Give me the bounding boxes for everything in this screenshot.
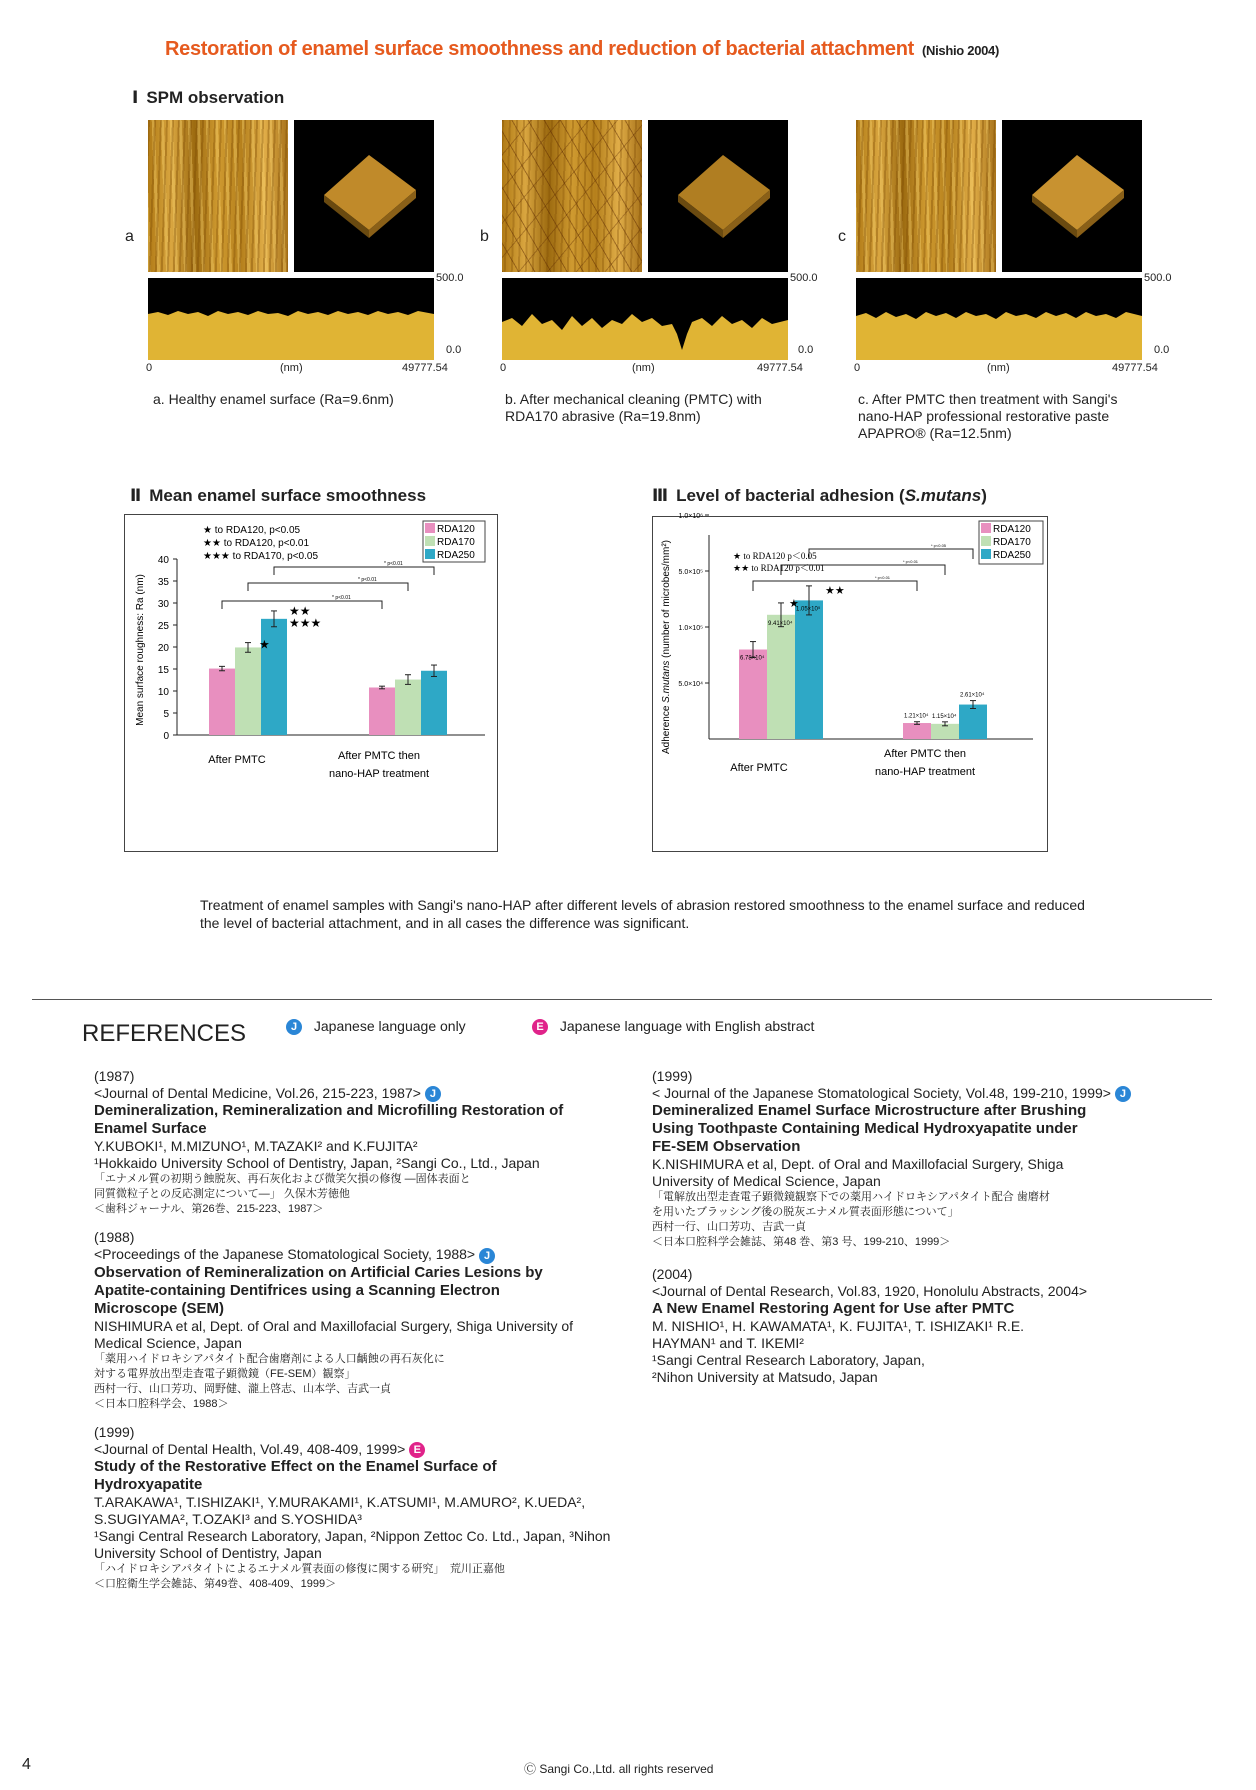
panel-b-caption: b. After mechanical cleaning (PMTC) with RDA170 abrasive (Ra=19.8nm) bbox=[505, 391, 762, 424]
bracket-label: * p<0.01 bbox=[875, 575, 891, 580]
legend-swatch bbox=[981, 523, 991, 533]
reference-entry bbox=[94, 1424, 614, 1592]
panel-a-xunit: (nm) bbox=[280, 362, 303, 374]
bar-rda120 bbox=[739, 650, 767, 739]
ref-year: (1999) bbox=[94, 1423, 135, 1440]
significance-star: ★★ bbox=[289, 603, 311, 618]
panel-c-ymin: 0.0 bbox=[1154, 344, 1170, 356]
ref-source-text: < Journal of the Japanese Stomatological Society, Vol.48, 199-210, 1999> bbox=[652, 1085, 1111, 1101]
bar-rda250 bbox=[795, 600, 823, 739]
section-title: Mean enamel surface smoothness bbox=[149, 486, 427, 505]
panel-b-ymax: 500.0 bbox=[790, 272, 818, 284]
significance-bracket bbox=[809, 549, 973, 559]
reference-entry bbox=[94, 1229, 614, 1411]
panel-b-xunit: (nm) bbox=[632, 362, 655, 374]
section-title: SPM observation bbox=[146, 88, 285, 107]
panel-a-ymin: 0.0 bbox=[446, 344, 462, 356]
stats-legend-entry: ★★★ to RDA170, p<0.05 bbox=[203, 551, 319, 562]
ref-source bbox=[652, 1085, 1172, 1102]
bar-rda120 bbox=[903, 723, 931, 739]
bar-data-label: 1.21×10⁴ bbox=[904, 713, 929, 720]
j-badge-icon: J bbox=[286, 1019, 302, 1035]
significance-star: ★ bbox=[259, 637, 270, 652]
ref-source bbox=[94, 1246, 614, 1263]
references-right-column bbox=[652, 1068, 1172, 1386]
section-numeral: Ⅲ bbox=[652, 486, 669, 505]
panel-a-3d-image bbox=[294, 120, 434, 272]
reference-entry bbox=[652, 1068, 1172, 1250]
panel-c-xmin: 0 bbox=[854, 362, 861, 374]
legend-label: RDA170 bbox=[993, 537, 1031, 548]
legend-label: RDA120 bbox=[993, 524, 1031, 535]
ref-japanese-line: ＜日本口腔科学会雑誌、第48 巻、第3 号、199-210、1999＞ bbox=[652, 1236, 951, 1249]
ref-japanese-line: 「電解放出型走査電子顕微鏡観察下での薬用ハイドロキシアパタイト配合 歯磨材 bbox=[652, 1191, 1050, 1204]
legend-swatch bbox=[425, 536, 435, 546]
title-text: Restoration of enamel surface smoothness and reduction of bacterial attachment bbox=[165, 38, 914, 60]
stats-legend-entry: ★★ to RDA120, p<0.01 bbox=[203, 538, 310, 549]
ref-title: Demineralization, Remineralization and Microfilling Restoration of Enamel Surface bbox=[94, 1102, 564, 1138]
ref-title: Demineralized Enamel Surface Microstructure after Brushing Using Toothpaste Containing Medical Hydroxyapatite under FE-SEM Observation bbox=[652, 1102, 1087, 1156]
bracket-label: * p<0.01 bbox=[384, 561, 403, 567]
bracket-label: * p<0.01 bbox=[332, 595, 351, 601]
y-tick-label: 15 bbox=[157, 665, 169, 676]
ref-title: Observation of Remineralization on Artificial Caries Lesions by Apatite-containing Dentifrices using a Scanning Electron Microscope (SEM) bbox=[94, 1263, 543, 1317]
ref-japanese-line: 「ハイドロキシアパタイトによるエナメル質表面の修復に関する研究」 荒川正嘉他 bbox=[94, 1562, 505, 1575]
panel-c-profile bbox=[856, 278, 1142, 360]
panel-c-letter: c bbox=[838, 228, 846, 245]
ref-affiliation: ¹Hokkaido University School of Dentistry, Japan, ²Sangi Co., Ltd., Japan bbox=[94, 1155, 540, 1172]
ref-japanese-line: 「エナメル質の初期う蝕脱灰、再石灰化および微笑欠損の修復 ―固体表面と bbox=[94, 1173, 471, 1186]
ref-year: (2004) bbox=[652, 1266, 693, 1283]
y-tick-label: 30 bbox=[157, 599, 169, 610]
y-axis-label-part: (number of microbes/mm²) bbox=[661, 540, 672, 661]
ref-source-text: <Journal of Dental Medicine, Vol.26, 215-223, 1987> bbox=[94, 1085, 421, 1101]
y-tick-label: 1.0×10⁵ bbox=[678, 625, 703, 632]
section-title-prefix: Level of bacterial adhesion ( bbox=[676, 486, 905, 505]
bar-data-label: 2.61×10⁴ bbox=[960, 692, 985, 699]
ref-japanese-line: ＜歯科ジャーナル、第26巻、215-223、1987＞ bbox=[94, 1203, 324, 1216]
y-tick-label: 5.0×10⁴ bbox=[678, 681, 703, 688]
page-number: 4 bbox=[22, 1756, 31, 1773]
legend-e-text: Japanese language with English abstract bbox=[559, 1018, 815, 1034]
y-tick-label: 20 bbox=[157, 643, 169, 654]
legend-label: RDA250 bbox=[993, 550, 1031, 561]
significance-star: ★★ bbox=[825, 584, 845, 597]
reference-entry bbox=[94, 1068, 614, 1217]
section-title-suffix: ) bbox=[981, 486, 987, 505]
j-badge-icon: J bbox=[479, 1248, 495, 1264]
ref-authors: Y.KUBOKI¹, M.MIZUNO¹, M.TAZAKI² and K.FUJITA² bbox=[94, 1138, 418, 1155]
j-badge-icon: J bbox=[1115, 1086, 1131, 1102]
bar-data-label: 1.05×10⁵ bbox=[796, 606, 821, 613]
e-badge-icon: E bbox=[532, 1019, 548, 1035]
y-tick-label: 0 bbox=[163, 731, 169, 742]
significance-bracket bbox=[274, 567, 434, 575]
bar-rda170 bbox=[395, 680, 421, 735]
panel-a-ymax: 500.0 bbox=[436, 272, 464, 284]
significance-star: ★ bbox=[789, 597, 799, 610]
panel-b-afm-image bbox=[502, 120, 642, 272]
ref-authors: NISHIMURA et al, Dept. of Oral and Maxillofacial Surgery, Shiga University of Medical Science, Japan bbox=[94, 1317, 574, 1351]
panel-b-profile bbox=[502, 278, 788, 360]
legend-label: RDA250 bbox=[437, 550, 475, 561]
panel-c-afm-image bbox=[856, 120, 996, 272]
panel-b-xmin: 0 bbox=[500, 362, 507, 374]
ref-source-text: <Proceedings of the Japanese Stomatological Society, 1988> bbox=[94, 1246, 476, 1263]
ref-source-text: <Journal of Dental Health, Vol.49, 408-409, 1999> bbox=[94, 1440, 406, 1457]
e-badge-icon: E bbox=[409, 1442, 425, 1458]
chart-bacteria-svg bbox=[653, 513, 1047, 851]
y-tick-label: 5.0×10⁵ bbox=[678, 569, 703, 576]
bar-rda170 bbox=[235, 647, 261, 735]
bar-rda170 bbox=[767, 615, 795, 739]
category-label: After PMTC bbox=[208, 754, 266, 766]
ref-source: <Journal of Dental Research, Vol.83, 1920, Honolulu Abstracts, 2004> bbox=[652, 1283, 1088, 1300]
bar-data-label: 1.15×10⁴ bbox=[932, 713, 957, 720]
j-badge-icon: J bbox=[425, 1086, 441, 1102]
ref-japanese-line: 対する電界放出型走査電子顕微鏡（FE-SEM）観察」 bbox=[94, 1367, 356, 1380]
significance-star: ★★★ bbox=[289, 615, 322, 630]
ref-title: A New Enamel Restoring Agent for Use after PMTC bbox=[652, 1300, 1015, 1318]
ref-japanese-line: ＜口腔衛生学会雑誌、第49巻、408-409、1999＞ bbox=[94, 1577, 337, 1590]
panel-a-letter: a bbox=[125, 228, 134, 245]
bar-rda120 bbox=[209, 669, 235, 735]
references-left-column bbox=[94, 1068, 614, 1592]
section-title-italic: S.mutans bbox=[904, 486, 982, 505]
panel-b-3d-image bbox=[648, 120, 788, 272]
section-numeral: Ⅱ bbox=[130, 486, 142, 505]
category-label: nano-HAP treatment bbox=[874, 766, 976, 778]
panel-a-xmax: 49777.54 bbox=[402, 362, 448, 374]
copyright: Ⓒ Sangi Co.,Ltd. all rights reserved bbox=[524, 1762, 714, 1776]
category-label: After PMTC then bbox=[884, 748, 966, 760]
significance-bracket bbox=[248, 583, 408, 591]
panel-c-xmax: 49777.54 bbox=[1112, 362, 1158, 374]
bar-rda120 bbox=[369, 687, 395, 735]
bar-data-label: 9.41×10⁴ bbox=[768, 620, 793, 627]
ref-source bbox=[94, 1085, 614, 1102]
ref-japanese-line: を用いたブラッシング後の脱灰エナメル質表面形態について」 bbox=[652, 1206, 959, 1219]
y-tick-label: 40 bbox=[157, 555, 169, 566]
legend-j-text: Japanese language only bbox=[313, 1018, 466, 1034]
panel-c-caption: c. After PMTC then treatment with Sangi's nano-HAP professional restorative paste APAPRO® (Ra=12.5nm) bbox=[858, 391, 1118, 441]
bracket-label: * p<0.05 bbox=[931, 543, 947, 548]
ref-year: (1999) bbox=[652, 1068, 693, 1084]
section-numeral: Ⅰ bbox=[132, 88, 139, 107]
ref-japanese-line: 西村一行、山口芳功、吉武一貞 bbox=[652, 1221, 806, 1234]
panel-a-afm-image bbox=[148, 120, 288, 272]
section-spm-heading bbox=[132, 88, 284, 108]
ref-year: (1988) bbox=[94, 1229, 135, 1246]
bracket-label: * p<0.01 bbox=[903, 559, 919, 564]
ref-authors: T.ARAKAWA¹, T.ISHIZAKI¹, Y.MURAKAMI¹, K.ATSUMI¹, M.AMURO², K.UEDA², S.SUGIYAMA², T.OZAKI³ and S.YOSHIDA³ bbox=[94, 1493, 586, 1527]
panel-a-profile bbox=[148, 278, 434, 360]
y-axis-label-part: S.mutans bbox=[661, 660, 672, 703]
references-heading: REFERENCES bbox=[82, 1020, 247, 1047]
page-title bbox=[165, 38, 999, 61]
stats-legend-entry: ★★ to RDA120 p＜0.01 bbox=[733, 563, 825, 573]
bar-data-label: 6.78×10⁴ bbox=[740, 655, 765, 662]
ref-authors: K.NISHIMURA et al, Dept. of Oral and Maxillofacial Surgery, Shiga University of Medical Science, Japan bbox=[652, 1156, 1064, 1190]
ref-japanese-line: 同質微粒子との反応測定について―」 久保木芳徳他 bbox=[94, 1188, 350, 1201]
y-axis-label bbox=[661, 540, 672, 754]
y-axis-label-part: Adherence bbox=[661, 702, 672, 754]
section-smoothness-heading bbox=[130, 486, 426, 506]
y-tick-label: 35 bbox=[157, 577, 169, 588]
stats-legend-entry: ★ to RDA120, p<0.05 bbox=[203, 525, 301, 536]
section-divider bbox=[32, 999, 1212, 1000]
ref-source bbox=[94, 1441, 614, 1458]
ref-authors: M. NISHIO¹, H. KAWAMATA¹, K. FUJITA¹, T. ISHIZAKI¹ R.E. HAYMAN¹ and T. IKEMI² bbox=[652, 1318, 1025, 1352]
panel-b-letter: b bbox=[480, 228, 489, 245]
legend-label: RDA170 bbox=[437, 537, 475, 548]
category-label: After PMTC bbox=[730, 762, 788, 774]
bar-rda250 bbox=[421, 671, 447, 735]
chart-bacteria bbox=[652, 513, 1048, 852]
y-axis-label: Mean surface roughness: Ra (nm) bbox=[135, 574, 146, 726]
category-label: After PMTC then bbox=[338, 750, 420, 762]
legend-swatch bbox=[425, 523, 435, 533]
legend-swatch bbox=[425, 549, 435, 559]
bracket-label: * p<0.01 bbox=[358, 577, 377, 583]
y-tick-label: 25 bbox=[157, 621, 169, 632]
panel-b-xmax: 49777.54 bbox=[757, 362, 803, 374]
category-label: nano-HAP treatment bbox=[328, 768, 430, 780]
stats-legend-entry: ★ to RDA120 p＜0.05 bbox=[733, 551, 817, 561]
ref-affiliation: ¹Sangi Central Research Laboratory, Japan, ²Nippon Zettoc Co. Ltd., Japan, ³Nihon University School of Dentistry, Japan bbox=[94, 1527, 611, 1561]
citation: (Nishio 2004) bbox=[922, 43, 1000, 58]
chart-smoothness bbox=[124, 514, 498, 852]
ref-title: Study of the Restorative Effect on the Enamel Surface of Hydroxyapatite bbox=[94, 1457, 497, 1493]
panel-b-ymin: 0.0 bbox=[798, 344, 814, 356]
chart-smoothness-svg bbox=[125, 515, 497, 851]
panel-c-3d-image bbox=[1002, 120, 1142, 272]
ref-japanese-line: ＜日本口腔科学会、1988＞ bbox=[94, 1397, 229, 1410]
ref-affiliation: ¹Sangi Central Research Laboratory, Japan, ²Nihon University at Matsudo, Japan bbox=[652, 1352, 925, 1386]
ref-japanese-line: 西村一行、山口芳功、岡野健、瀧上啓志、山本学、吉武一貞 bbox=[94, 1382, 391, 1395]
legend-label: RDA120 bbox=[437, 524, 475, 535]
ref-year: (1987) bbox=[94, 1068, 135, 1084]
y-tick-label: 1.0×10⁶ bbox=[678, 513, 703, 520]
legend-english-abstract bbox=[528, 1018, 814, 1035]
legend-swatch bbox=[981, 536, 991, 546]
panel-a-caption: a. Healthy enamel surface (Ra=9.6nm) bbox=[153, 391, 394, 407]
y-tick-label: 5 bbox=[163, 709, 169, 720]
legend-swatch bbox=[981, 549, 991, 559]
section-bacteria-heading bbox=[652, 486, 987, 506]
legend-japanese-only bbox=[282, 1018, 466, 1035]
panel-c-xunit: (nm) bbox=[987, 362, 1010, 374]
panel-a-xmin: 0 bbox=[146, 362, 153, 374]
summary-paragraph: Treatment of enamel samples with Sangi's nano-HAP after different levels of abrasion restored smoothness to the enamel surface and reduced the level of bacterial attachment, and in all cases the difference was significant. bbox=[200, 897, 1085, 931]
bar-rda250 bbox=[261, 619, 287, 735]
panel-c-ymax: 500.0 bbox=[1144, 272, 1172, 284]
reference-entry bbox=[652, 1266, 1172, 1386]
ref-japanese-line: 「薬用ハイドロキシアパタイト配合歯磨剤による人口齲蝕の再石灰化に bbox=[94, 1352, 445, 1365]
y-tick-label: 10 bbox=[157, 687, 169, 698]
bar-rda250 bbox=[959, 705, 987, 739]
